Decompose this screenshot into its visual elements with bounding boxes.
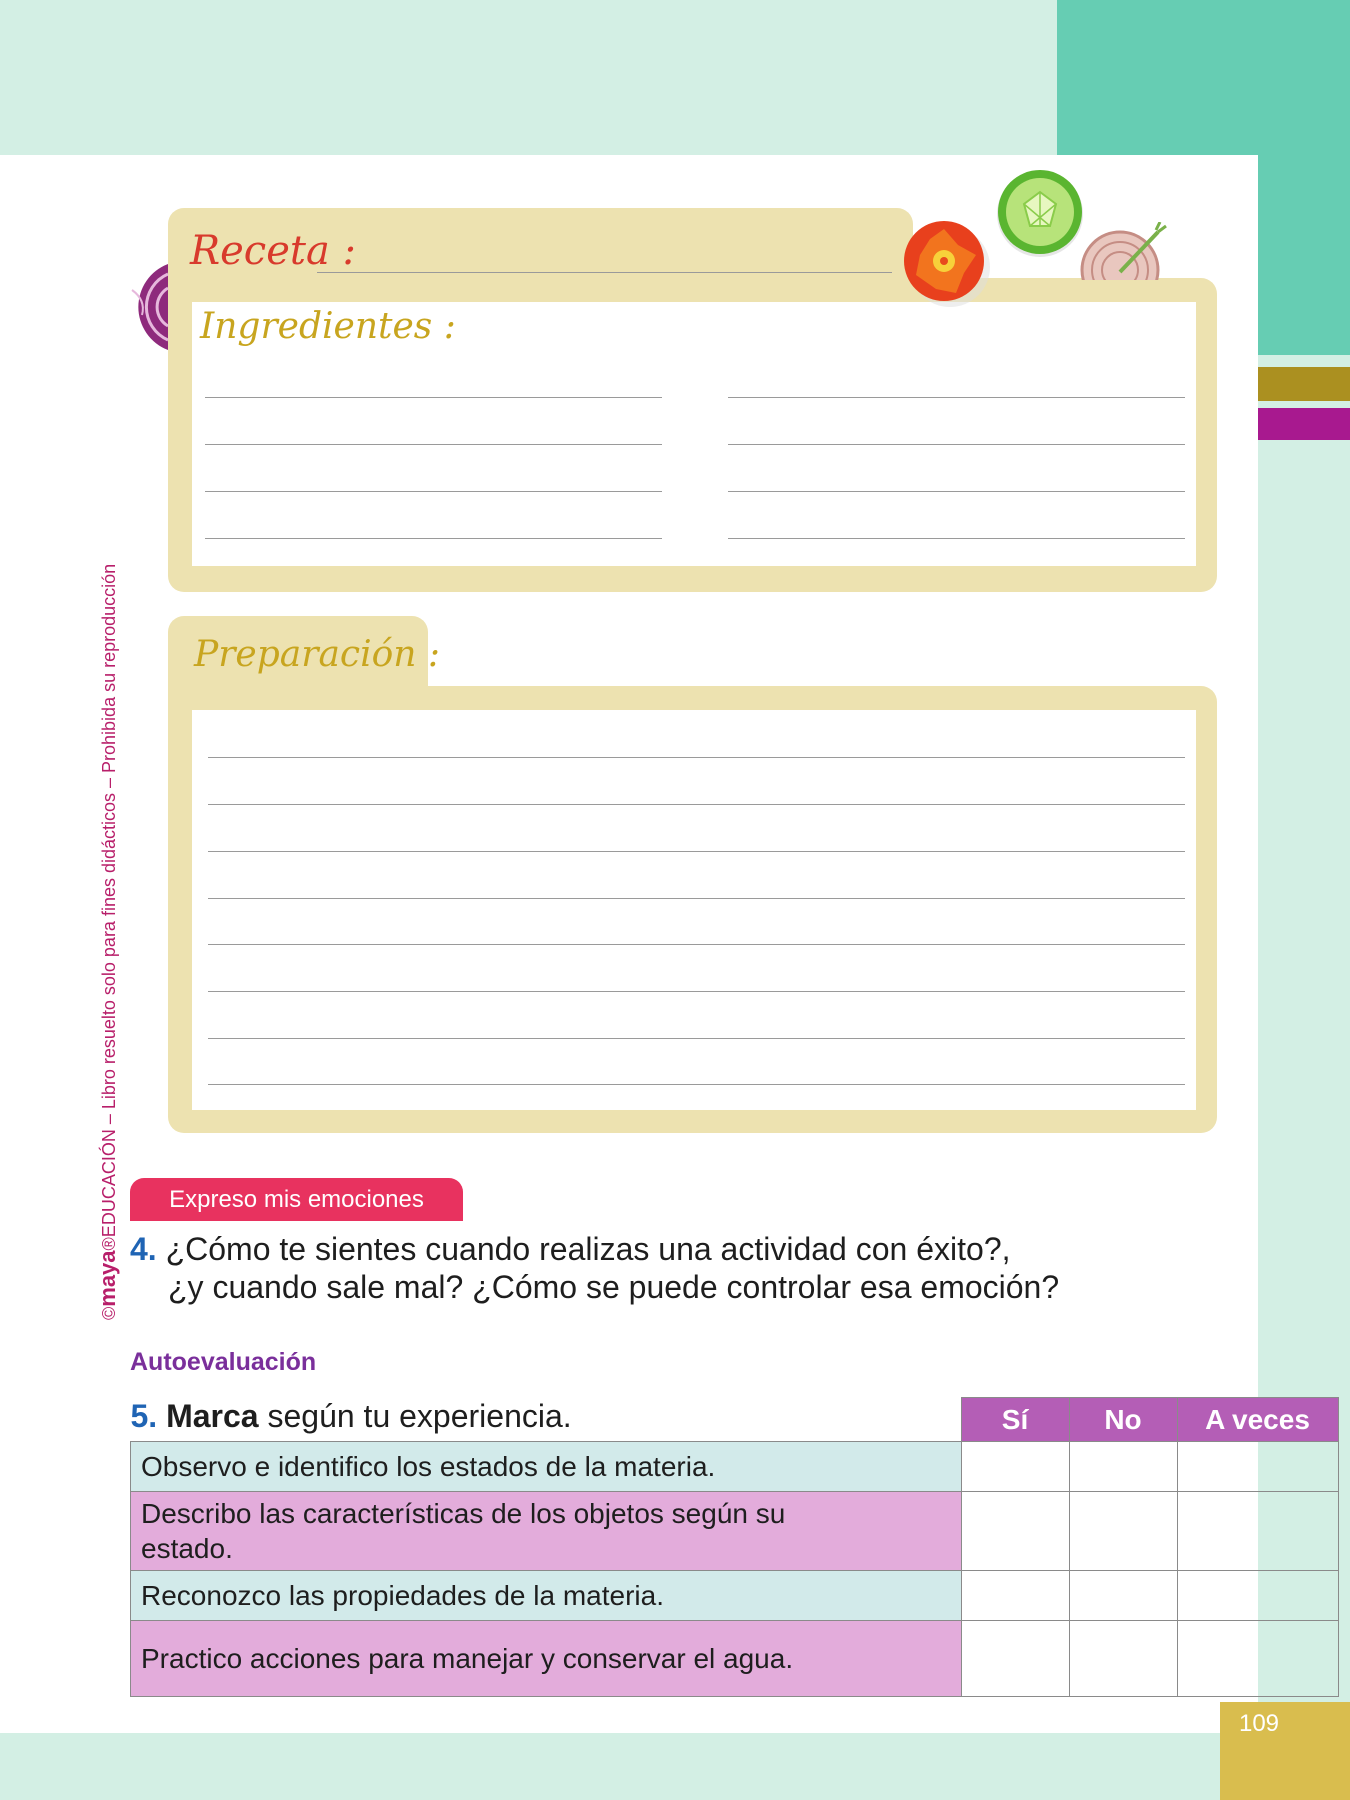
question-number: 4. xyxy=(130,1231,157,1267)
magenta-tab-marker xyxy=(1258,408,1350,440)
question-4-line-1 xyxy=(130,1230,1230,1268)
preparation-label: Preparación : xyxy=(194,634,441,675)
checkbox-cell-a-veces[interactable] xyxy=(1177,1442,1338,1492)
checkbox-cell-no[interactable] xyxy=(1069,1621,1177,1697)
recipe-title-label: Receta : xyxy=(190,228,356,274)
table-header-row xyxy=(131,1398,1339,1442)
question-4-text-1: ¿Cómo te sientes cuando realizas una actividad con éxito?, xyxy=(165,1231,1011,1267)
task-instruction-cell xyxy=(131,1398,962,1442)
ingredient-line[interactable] xyxy=(728,397,1185,398)
ingredient-line[interactable] xyxy=(205,397,662,398)
ingredient-line[interactable] xyxy=(728,491,1185,492)
preparation-line[interactable] xyxy=(208,1038,1185,1039)
checkbox-cell-a-veces[interactable] xyxy=(1177,1492,1338,1571)
preparation-line[interactable] xyxy=(208,804,1185,805)
task-verb: Marca xyxy=(166,1397,259,1434)
copyright-symbol: © xyxy=(99,1306,119,1320)
checkbox-cell-no[interactable] xyxy=(1069,1442,1177,1492)
checkbox-cell-no[interactable] xyxy=(1069,1492,1177,1571)
checkbox-cell-si[interactable] xyxy=(961,1492,1069,1571)
checkbox-cell-si[interactable] xyxy=(961,1442,1069,1492)
preparation-line[interactable] xyxy=(208,757,1185,758)
checkbox-cell-a-veces[interactable] xyxy=(1177,1621,1338,1697)
task-number: 5. xyxy=(130,1397,158,1434)
criterion-cell: Reconozco las propiedades de la materia. xyxy=(131,1571,962,1621)
table-row xyxy=(131,1492,1339,1571)
table-row xyxy=(131,1571,1339,1621)
checkbox-cell-si[interactable] xyxy=(961,1621,1069,1697)
preparation-line[interactable] xyxy=(208,944,1185,945)
ingredient-line[interactable] xyxy=(205,491,662,492)
table-row xyxy=(131,1442,1339,1492)
registered-symbol: ® xyxy=(99,1237,119,1251)
criterion-cell: Describo las características de los objetos según su estado. xyxy=(131,1492,962,1571)
ingredients-label: Ingredientes : xyxy=(200,306,456,347)
cucumber-icon xyxy=(996,170,1086,260)
red-cabbage-icon xyxy=(112,260,174,354)
criterion-cell: Observo e identifico los estados de la materia. xyxy=(131,1442,962,1492)
brand-logo-text: maya xyxy=(95,1250,120,1307)
preparation-line[interactable] xyxy=(208,898,1185,899)
recipe-title-line[interactable] xyxy=(317,272,892,273)
ingredient-line[interactable] xyxy=(728,538,1185,539)
checkbox-cell-si[interactable] xyxy=(961,1571,1069,1621)
ingredient-line[interactable] xyxy=(205,444,662,445)
column-header-si: Sí xyxy=(961,1398,1069,1442)
preparation-line[interactable] xyxy=(208,851,1185,852)
ingredient-line[interactable] xyxy=(728,444,1185,445)
onion-icon xyxy=(1080,222,1170,280)
column-header-a-veces: A veces xyxy=(1177,1398,1338,1442)
self-assessment-title: Autoevaluación xyxy=(130,1348,317,1376)
question-4 xyxy=(130,1230,1230,1306)
table-row xyxy=(131,1621,1339,1697)
preparation-line[interactable] xyxy=(208,1084,1185,1085)
question-4-text-2: ¿y cuando sale mal? ¿Cómo se puede controlar esa emoción? xyxy=(168,1269,1060,1305)
checkbox-cell-a-veces[interactable] xyxy=(1177,1571,1338,1621)
ingredient-line[interactable] xyxy=(205,538,662,539)
copyright-notice xyxy=(95,564,121,1320)
checkbox-cell-no[interactable] xyxy=(1069,1571,1177,1621)
preparation-area xyxy=(192,710,1196,1110)
emotions-section-label: Expreso mis emociones xyxy=(130,1178,463,1221)
self-assessment-table xyxy=(130,1397,1339,1697)
task-text: según tu experiencia. xyxy=(258,1397,572,1434)
page-number: 109 xyxy=(1238,1710,1280,1737)
copyright-text: EDUCACIÓN – Libro resuelto solo para fines didácticos – Prohibida su reproducción xyxy=(99,563,119,1238)
column-header-no: No xyxy=(1069,1398,1177,1442)
red-pepper-icon xyxy=(900,215,996,311)
question-4-line-2 xyxy=(130,1268,1230,1306)
gold-tab-marker xyxy=(1258,367,1350,401)
criterion-cell: Practico acciones para manejar y conservar el agua. xyxy=(131,1621,962,1697)
preparation-line[interactable] xyxy=(208,991,1185,992)
